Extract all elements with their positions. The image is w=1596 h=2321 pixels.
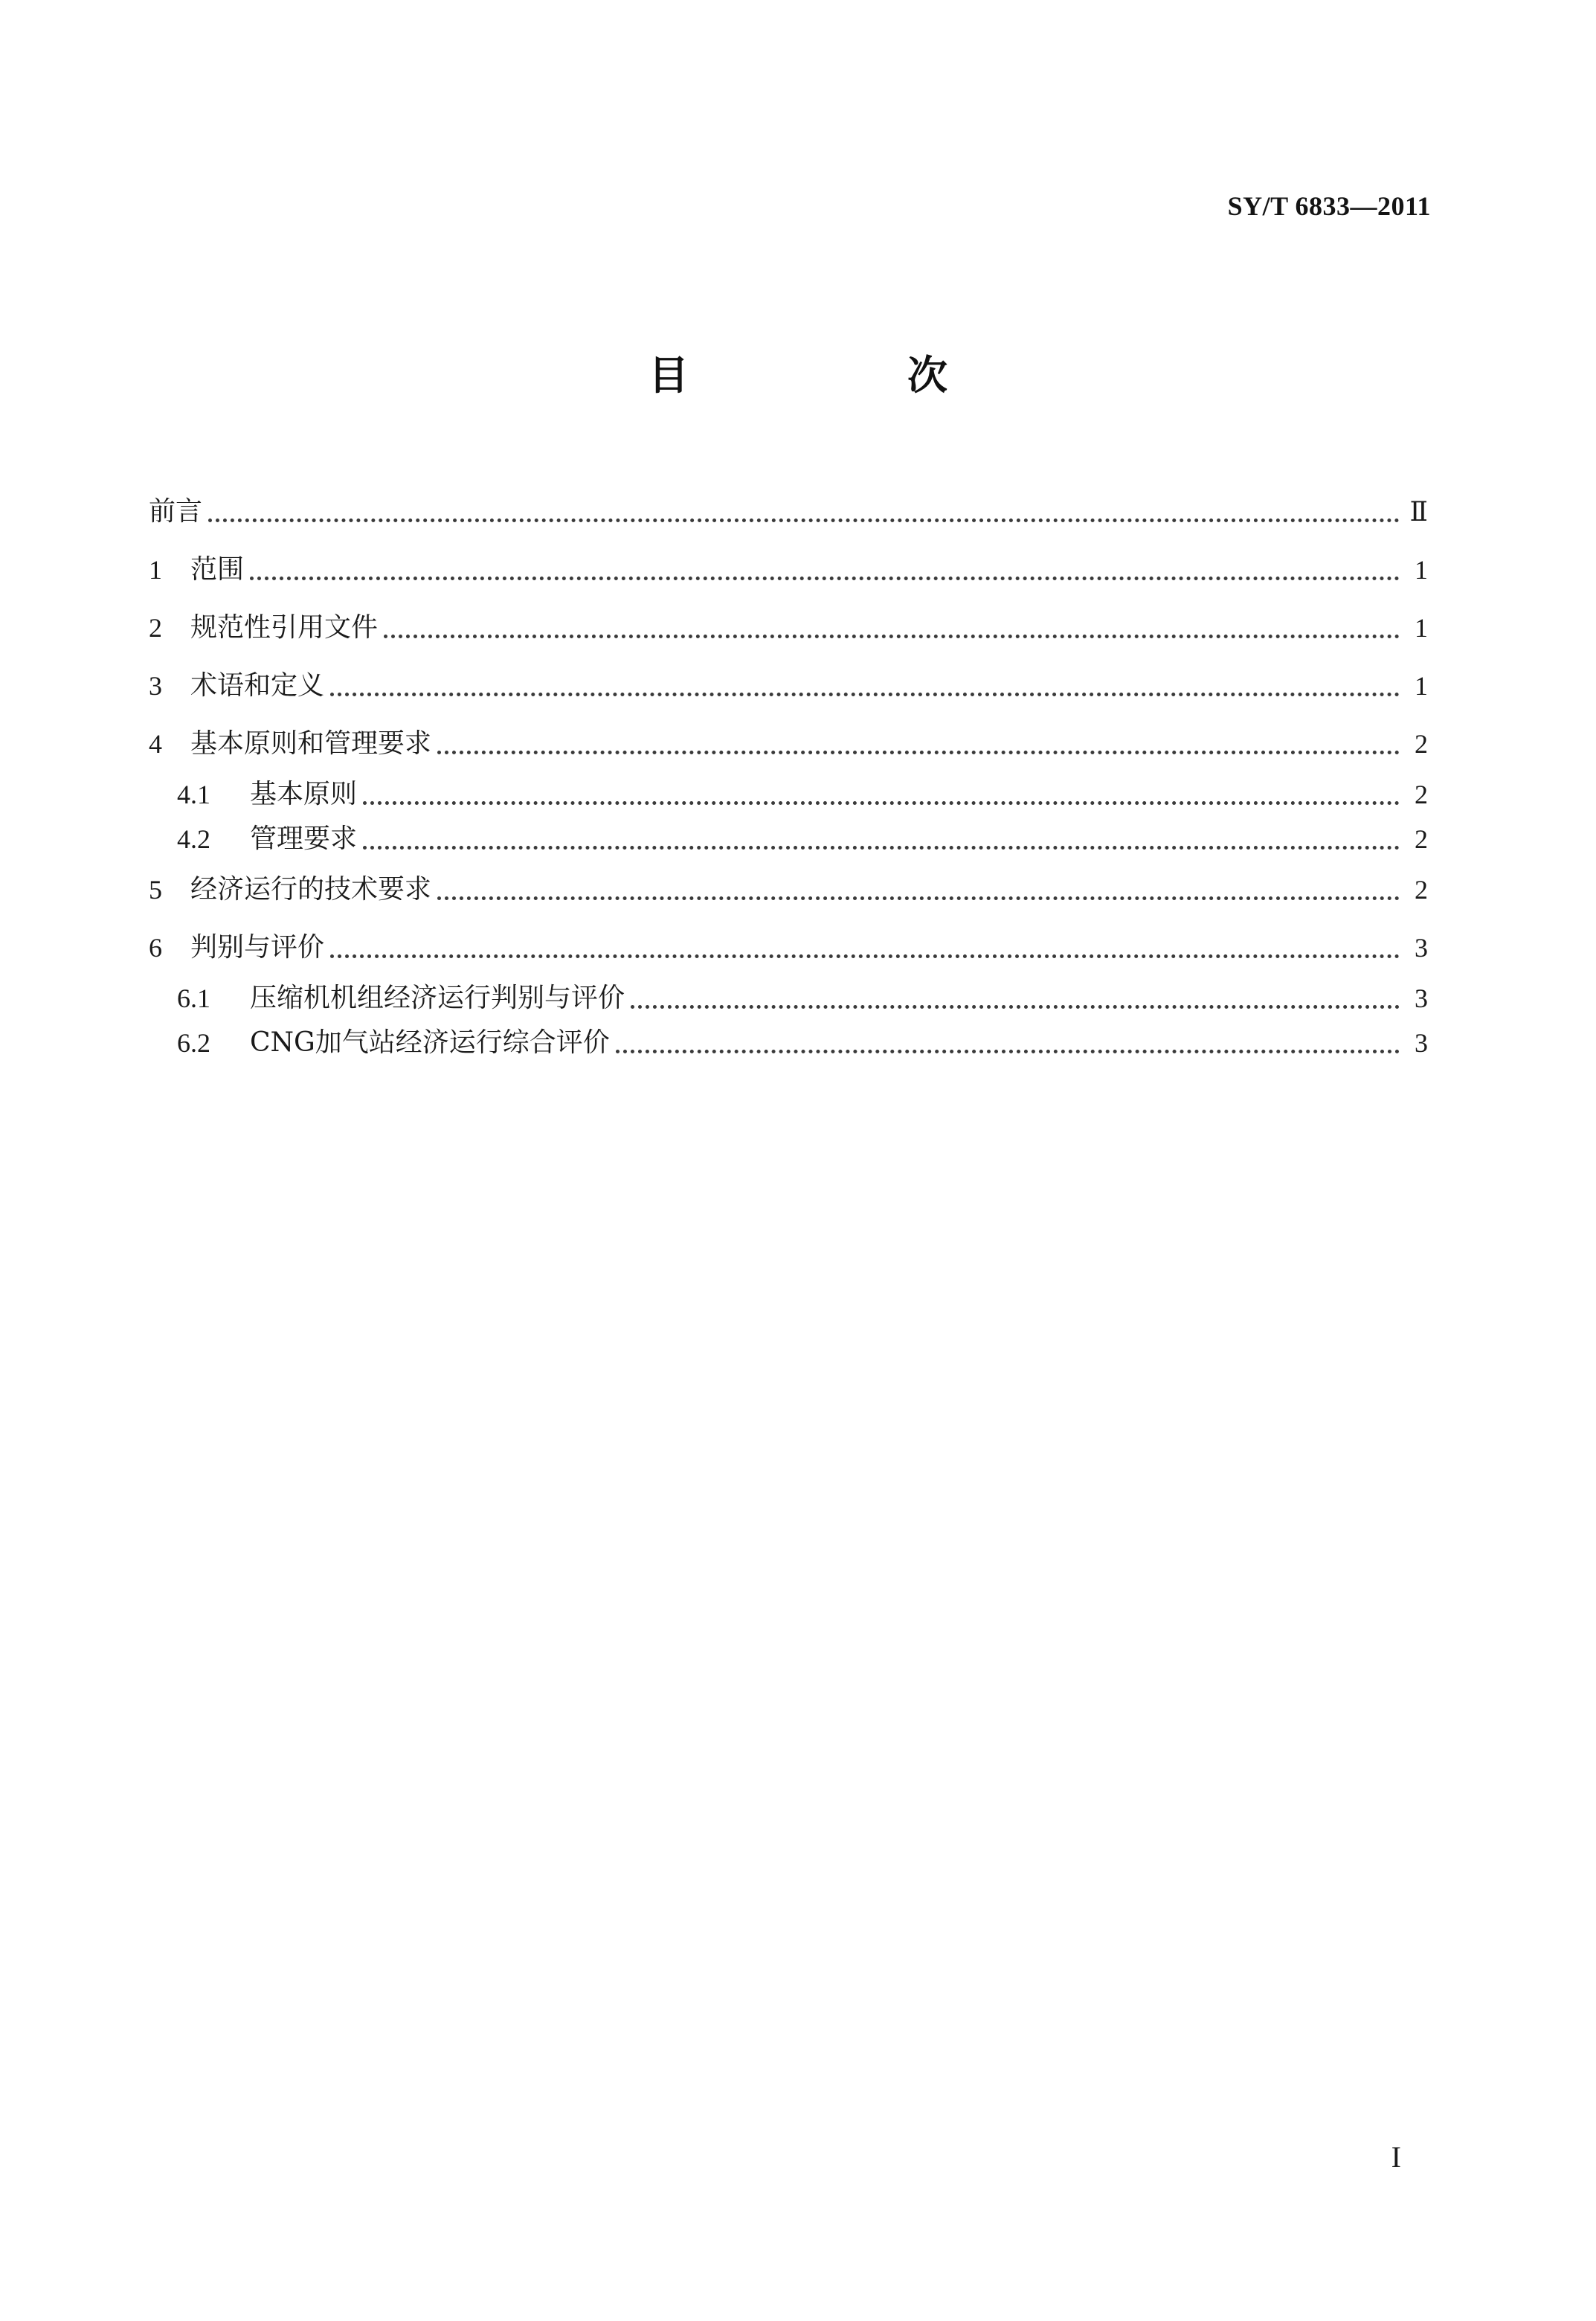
toc-entry-page: 2: [1415, 729, 1428, 759]
toc-entry-page: 1: [1415, 613, 1428, 643]
toc-entry-6[interactable]: [149, 925, 1428, 970]
toc-entry-number: 5: [149, 875, 162, 905]
toc-entry-number: 6: [149, 933, 162, 963]
toc-entry-page: 2: [1415, 875, 1428, 905]
toc-leader-dots: [250, 577, 1400, 580]
toc-entry-page: 1: [1415, 671, 1428, 701]
toc-leader-dots: [631, 1005, 1400, 1009]
toc-entry-page: Ⅱ: [1409, 497, 1428, 527]
toc-entry-page: 1: [1415, 555, 1428, 585]
toc-entry-label: CNG加气站经济运行综合评价: [250, 1027, 610, 1058]
page-title: 目 次: [649, 352, 1037, 399]
toc-entry-label: 术语和定义: [190, 670, 325, 701]
toc-entry-label: 压缩机机组经济运行判别与评价: [250, 983, 625, 1013]
toc-entry-page: 2: [1415, 780, 1428, 809]
toc-entry-6-2[interactable]: [177, 1021, 1428, 1065]
toc-leader-dots: [330, 693, 1400, 696]
toc-entry-4-2[interactable]: [177, 817, 1428, 861]
toc-entry-page: 2: [1415, 824, 1428, 854]
toc-entry-label: 经济运行的技术要求: [190, 874, 432, 905]
standard-code: SY/T 6833—2011: [1227, 191, 1431, 221]
toc-entry-label: 范围: [190, 554, 245, 585]
toc-entry-number: 4: [149, 729, 162, 759]
toc-entry-number: 4.2: [177, 824, 210, 854]
toc-entry-label: 规范性引用文件: [190, 612, 379, 643]
toc-entry-5[interactable]: [149, 867, 1428, 912]
toc-entry-6-1[interactable]: [177, 976, 1428, 1021]
toc-entry-label: 基本原则和管理要求: [190, 728, 432, 759]
toc-entry-label: 基本原则: [250, 779, 358, 809]
toc-entry-label: 前言: [149, 496, 203, 527]
toc-entry-number: 1: [149, 555, 162, 585]
toc-leader-dots: [437, 751, 1400, 754]
toc-entry-page: 3: [1415, 1028, 1428, 1058]
toc-entry-number: 2: [149, 613, 162, 643]
toc-entry-page: 3: [1415, 983, 1428, 1013]
toc-leader-dots: [330, 954, 1400, 958]
page-number: I: [1391, 2140, 1401, 2174]
toc-leader-dots: [616, 1050, 1400, 1053]
toc-entry-4[interactable]: [149, 722, 1428, 766]
toc-entry-label: 判别与评价: [190, 932, 325, 963]
toc-entry-preface[interactable]: [149, 489, 1428, 534]
toc-leader-dots: [384, 635, 1400, 638]
toc-leader-dots: [363, 801, 1400, 805]
toc-entry-4-1[interactable]: [177, 772, 1428, 817]
toc-entry-number: 6.2: [177, 1028, 210, 1058]
toc-entry-1[interactable]: [149, 548, 1428, 592]
toc-entry-number: 3: [149, 671, 162, 701]
toc-entry-number: 6.1: [177, 983, 210, 1013]
toc-entry-3[interactable]: [149, 664, 1428, 708]
toc-leader-dots: [363, 846, 1400, 850]
toc-leader-dots: [437, 896, 1400, 900]
toc-entry-2[interactable]: [149, 606, 1428, 650]
toc-entry-number: 4.1: [177, 780, 210, 809]
toc-entry-label: 管理要求: [250, 824, 358, 854]
toc-leader-dots: [208, 519, 1400, 522]
toc-entry-page: 3: [1415, 933, 1428, 963]
